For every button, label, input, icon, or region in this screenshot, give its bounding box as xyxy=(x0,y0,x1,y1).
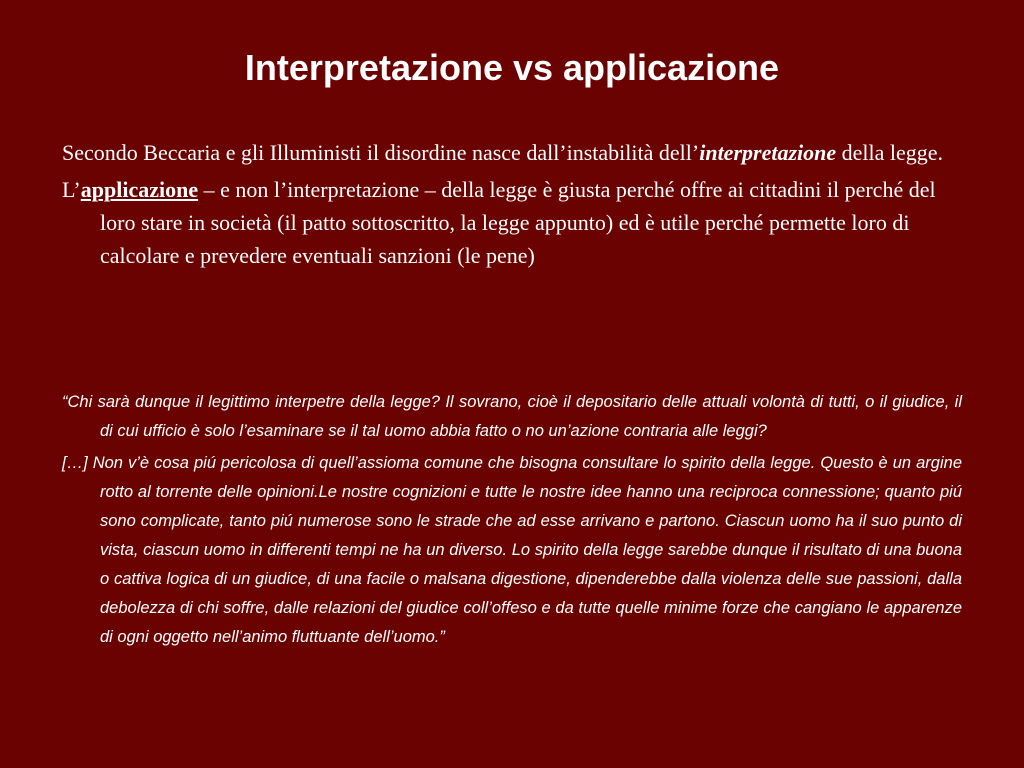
paragraph-1-before: Secondo Beccaria e gli Illuministi il disordine nasce dall’instabilità dell’ xyxy=(62,140,700,165)
paragraph-1-emphasis: interpretazione xyxy=(699,140,837,165)
paragraph-application xyxy=(62,173,962,272)
paragraph-2-before: L’ xyxy=(62,177,81,202)
paragraph-interpretation xyxy=(62,136,962,169)
paragraph-2-after: – e non l’interpretazione – della legge è giusta perché offre ai cittadini il perché del loro stare in società (il patto sottoscritto, la legge appunto) ed è utile perché permette loro di calcolare e prevedere eventuali sanzioni (le pene) xyxy=(100,177,936,268)
paragraph-1-after: della legge. xyxy=(836,140,944,165)
paragraph-2-emphasis: applicazione xyxy=(80,177,199,202)
quote-paragraph-2: […] Non v’è cosa piú pericolosa di quell’assioma comune che bisogna consultare lo spirito della legge. Questo è un argine rotto al torrente delle opinioni.Le nostre cognizioni e tutte le nostre idee hanno una reciproca connessione; quanto piú sono complicate, tanto piú numerose sono le strade che ad esse arrivano e partono. Ciascun uomo ha il suo punto di vista, ciascun uomo in differenti tempi ne ha un diverso. Lo spirito della legge sarebbe dunque il risultato di una buona o cattiva logica di un giudice, di una facile o malsana digestione, dipenderebbe dalla violenza delle sue passioni, dalla debolezza di chi soffre, dalle relazioni del giudice coll’offeso e da tutte quelle minime forze che cangiano le apparenze di ogni oggetto nell’animo fluttuante dell’uomo.” xyxy=(62,454,962,646)
quote-paragraph-1: “Chi sarà dunque il legittimo interpetre della legge? Il sovrano, cioè il depositario delle attuali volontà di tutti, o il giudice, il di cui ufficio è solo l’esaminare se il tal uomo abbia fatto o no un’azione contraria alle leggi? xyxy=(62,393,962,440)
quote-block xyxy=(62,388,962,655)
slide-title: Interpretazione vs applicazione xyxy=(244,47,780,88)
body-text xyxy=(62,136,962,276)
